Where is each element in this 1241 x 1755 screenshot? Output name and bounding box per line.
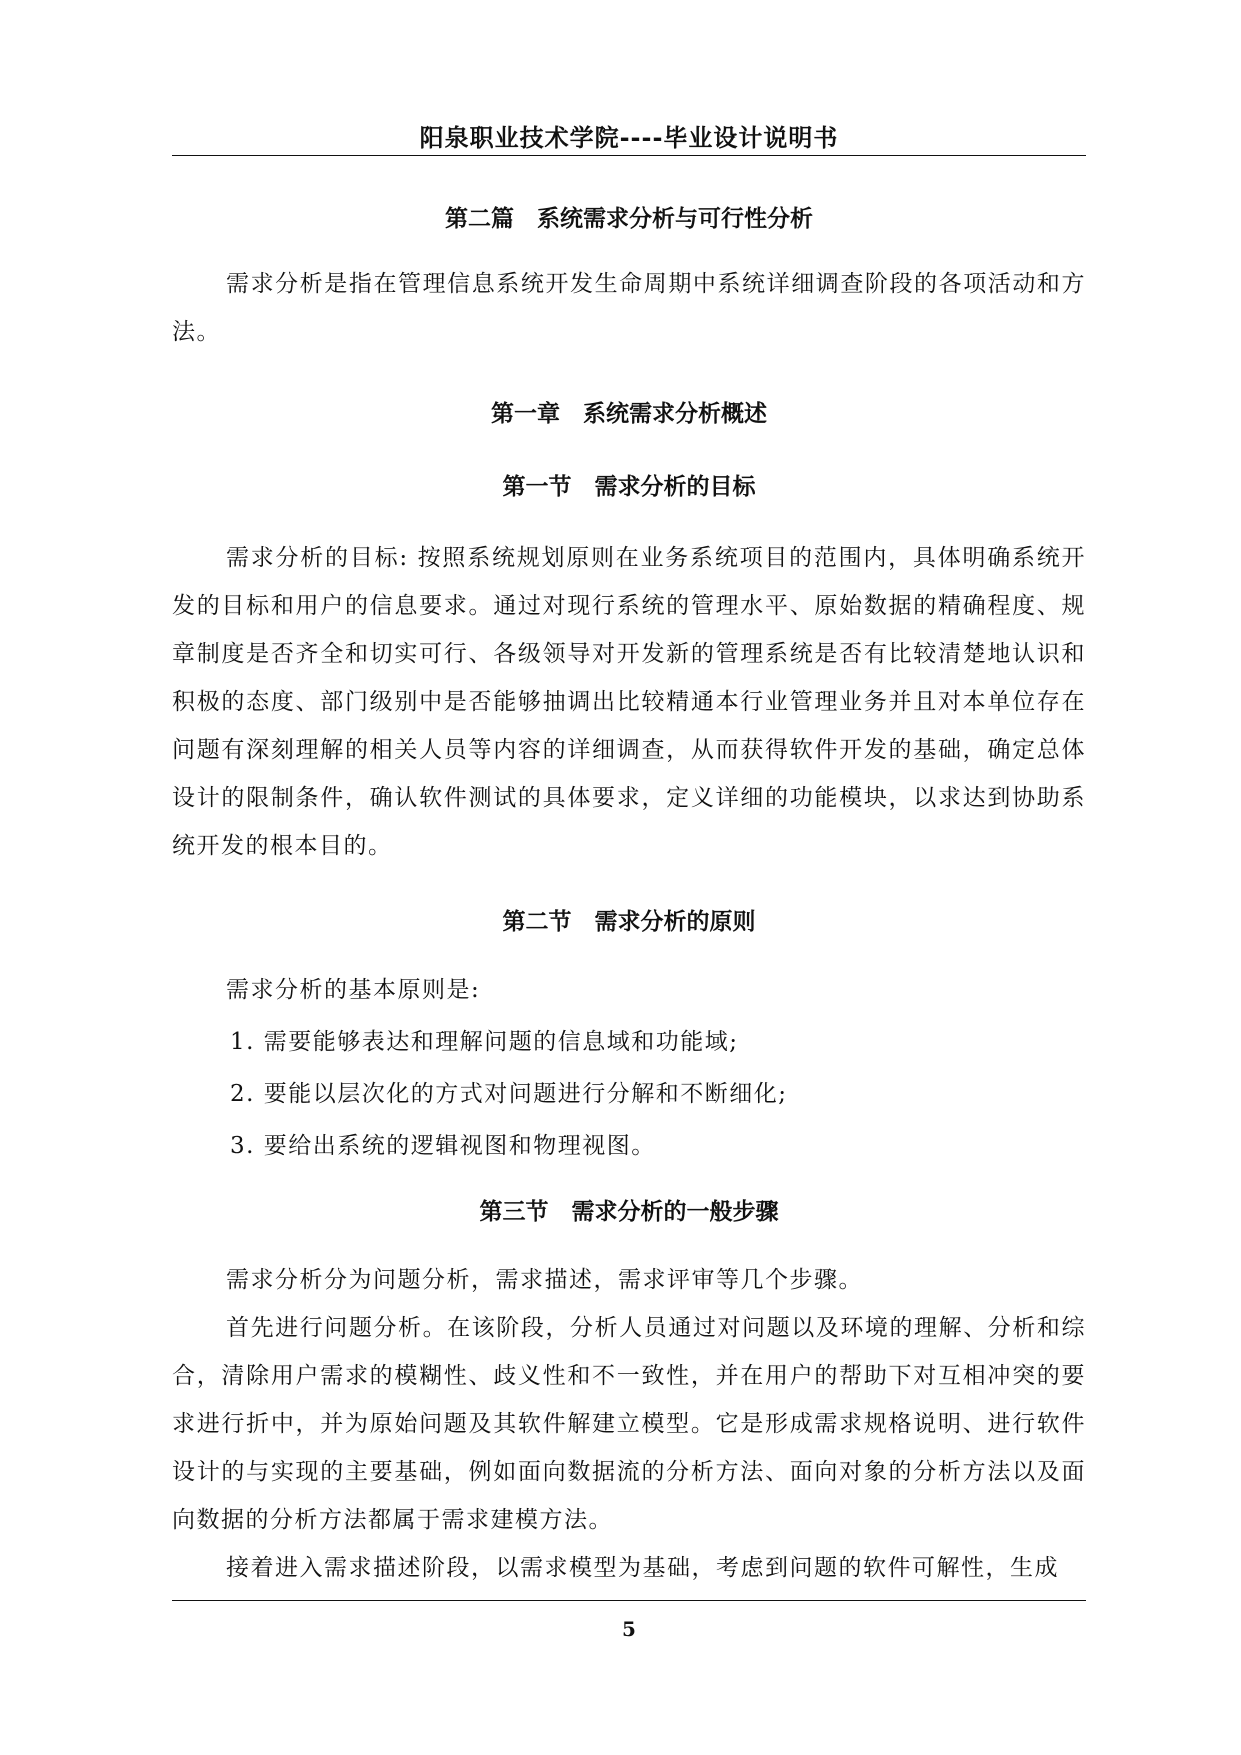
section-paragraph: 接着进入需求描述阶段，以需求模型为基础，考虑到问题的软件可解性，生成 xyxy=(226,1555,1059,1581)
header-rule xyxy=(172,155,1086,156)
section-title: 第一节 需求分析的目标 xyxy=(502,474,756,500)
footer-rule xyxy=(172,1600,1086,1601)
part-title: 第二篇 系统需求分析与可行性分析 xyxy=(445,206,813,232)
intro-paragraph: 需求分析是指在管理信息系统开发生命周期中系统详细调查阶段的各项活动和方法。 xyxy=(172,271,1086,345)
section-title: 第二节 需求分析的原则 xyxy=(502,909,756,935)
section-paragraph: 需求分析的目标: 按照系统规划原则在业务系统项目的范围内，具体明确系统开发的目标和用户的信息要求。通过对现行系统的管理水平、原始数据的精确程度、规章制度是否齐全和切实可行、各级领导对开发新的管理系统是否有比较清楚地认识和积极的态度、部门级别中是否能够抽调出比较精通本行业管理业务并且对本单位存在问题有深刻理解的相关人员等内容的详细调查，从而获得软件开发的基础，确定总体设计的限制条件，确认软件测试的具体要求，定义详细的功能模块，以求达到协助系统开发的根本目的。 xyxy=(172,545,1086,859)
chapter-title: 第一章 系统需求分析概述 xyxy=(491,401,767,427)
section-paragraph: 首先进行问题分析。在该阶段，分析人员通过对问题以及环境的理解、分析和综合，清除用户需求的模糊性、歧义性和不一致性，并在用户的帮助下对互相冲突的要求进行折中，并为原始问题及其软件解建立模型。它是形成需求规格说明、进行软件设计的与实现的主要基础，例如面向数据流的分析方法、面向对象的分析方法以及面向数据的分析方法都属于需求建模方法。 xyxy=(172,1315,1086,1533)
section-paragraph: 需求分析分为问题分析，需求描述，需求评审等几个步骤。 xyxy=(226,1267,863,1293)
page-number: 5 xyxy=(622,1617,636,1641)
running-header: 阳泉职业技术学院----毕业设计说明书 xyxy=(419,124,839,152)
section-title: 第三节 需求分析的一般步骤 xyxy=(479,1199,779,1225)
list-item: 3. 要给出系统的逻辑视图和物理视图。 xyxy=(230,1133,656,1159)
section-lead: 需求分析的基本原则是: xyxy=(226,977,481,1003)
list-item: 1. 需要能够表达和理解问题的信息域和功能域; xyxy=(230,1029,739,1055)
list-item: 2. 要能以层次化的方式对问题进行分解和不断细化; xyxy=(230,1081,788,1107)
